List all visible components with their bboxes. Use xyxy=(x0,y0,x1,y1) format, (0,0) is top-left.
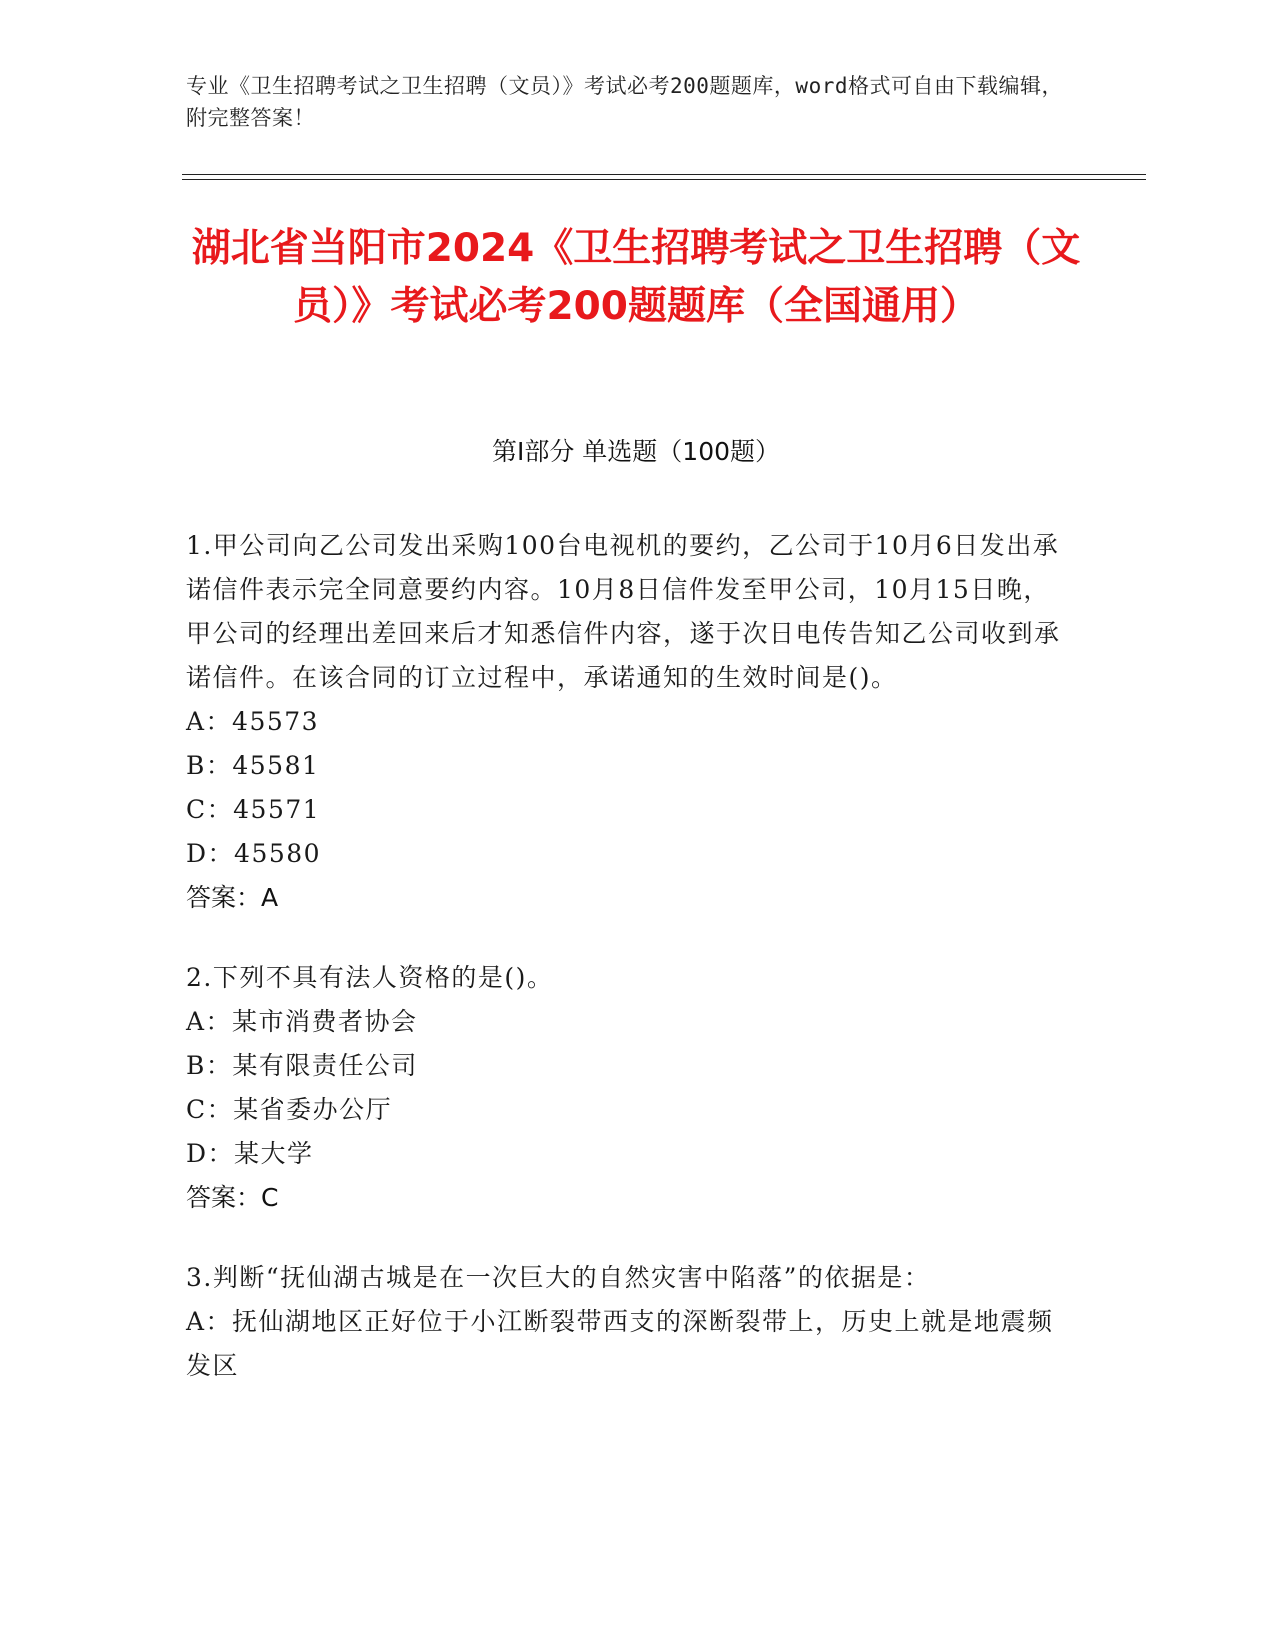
document-page xyxy=(186,70,1086,1380)
header-note: 专业《卫生招聘考试之卫生招聘（文员）》考试必考200题题库，word格式可自由下载编辑，附完整答案！ xyxy=(186,74,1063,130)
question-list xyxy=(186,524,1066,1424)
question-option-d: D：某大学 xyxy=(186,1139,314,1168)
question-stem: 2.下列不具有法人资格的是()。 xyxy=(186,963,554,992)
question-option-d: D：45580 xyxy=(186,839,322,868)
question-option-b: B：45581 xyxy=(186,751,320,780)
question-option-b: B：某有限责任公司 xyxy=(186,1051,418,1080)
question-answer: 答案：C xyxy=(186,1183,279,1212)
document-title: 湖北省当阳市2024《卫生招聘考试之卫生招聘（文员）》考试必考200题题库（全国通用） xyxy=(191,226,1081,329)
question-item xyxy=(186,956,1066,1220)
question-answer: 答案：A xyxy=(186,883,279,912)
question-option-c: C：45571 xyxy=(186,795,321,824)
question-option-a: A：45573 xyxy=(186,707,320,736)
header-divider xyxy=(182,174,1146,180)
question-option-a: A：抚仙湖地区正好位于小江断裂带西支的深断裂带上，历史上就是地震频发区 xyxy=(186,1307,1054,1380)
divider-line xyxy=(182,174,1146,175)
question-option-a: A：某市消费者协会 xyxy=(186,1007,418,1036)
question-stem: 1.甲公司向乙公司发出采购100台电视机的要约，乙公司于10月6日发出承诺信件表示完全同意要约内容。10月8日信件发至甲公司，10月15日晚，甲公司的经理出差回来后才知悉信件内容，遂于次日电传告知乙公司收到承诺信件。在该合同的订立过程中，承诺通知的生效时间是()。 xyxy=(186,531,1061,692)
divider-line xyxy=(182,179,1146,180)
question-stem: 3.判断“抚仙湖古城是在一次巨大的自然灾害中陷落”的依据是： xyxy=(186,1263,931,1292)
section-heading: 第I部分 单选题（100题） xyxy=(491,437,781,466)
question-item xyxy=(186,1256,1066,1388)
question-item xyxy=(186,524,1066,920)
question-option-c: C：某省委办公厅 xyxy=(186,1095,393,1124)
